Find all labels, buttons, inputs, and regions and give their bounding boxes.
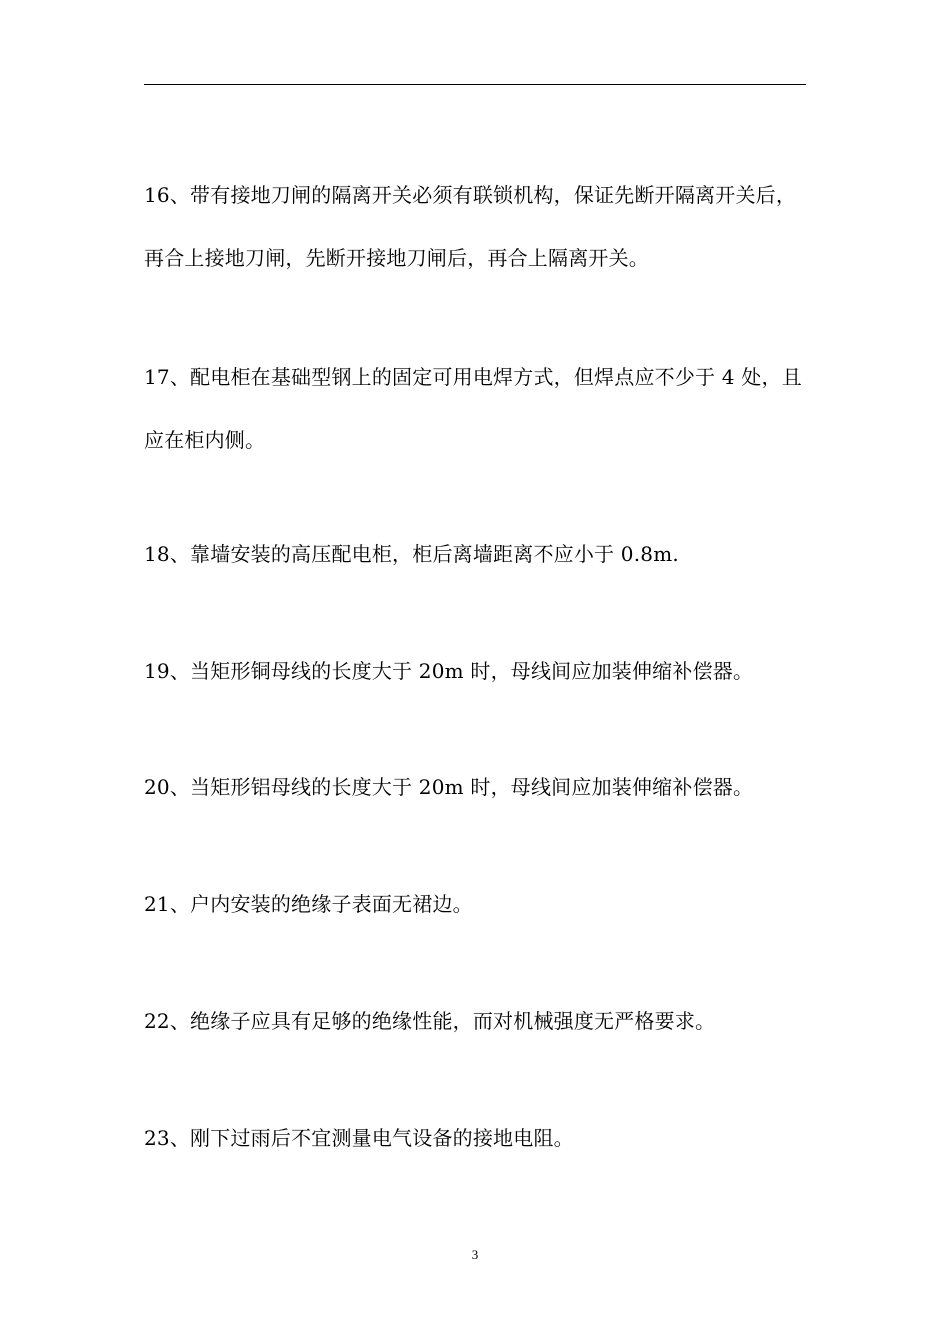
item-19: 19、当矩形铜母线的长度大于 20m 时，母线间应加装伸缩补偿器。 xyxy=(144,659,754,683)
item-21: 21、户内安装的绝缘子表面无裙边。 xyxy=(144,892,473,916)
item-16: 16、带有接地刀闸的隔离开关必须有联锁机构，保证先断开隔离开关后，再合上接地刀闸，先断开接地刀闸后，再合上隔离开关。 xyxy=(144,183,797,270)
page-number: 3 xyxy=(471,1247,479,1262)
item-18: 18、靠墙安装的高压配电柜，柜后离墙距离不应小于 0.8m. xyxy=(144,542,679,566)
item-23: 23、刚下过雨后不宜测量电气设备的接地电阻。 xyxy=(144,1126,574,1150)
item-22: 22、绝缘子应具有足够的绝缘性能，而对机械强度无严格要求。 xyxy=(144,1009,716,1033)
item-20: 20、当矩形铝母线的长度大于 20m 时，母线间应加装伸缩补偿器。 xyxy=(144,775,754,799)
item-17: 17、配电柜在基础型钢上的固定可用电焊方式，但焊点应不少于 4 处，且应在柜内侧。 xyxy=(144,365,802,452)
header-rule xyxy=(144,84,806,85)
